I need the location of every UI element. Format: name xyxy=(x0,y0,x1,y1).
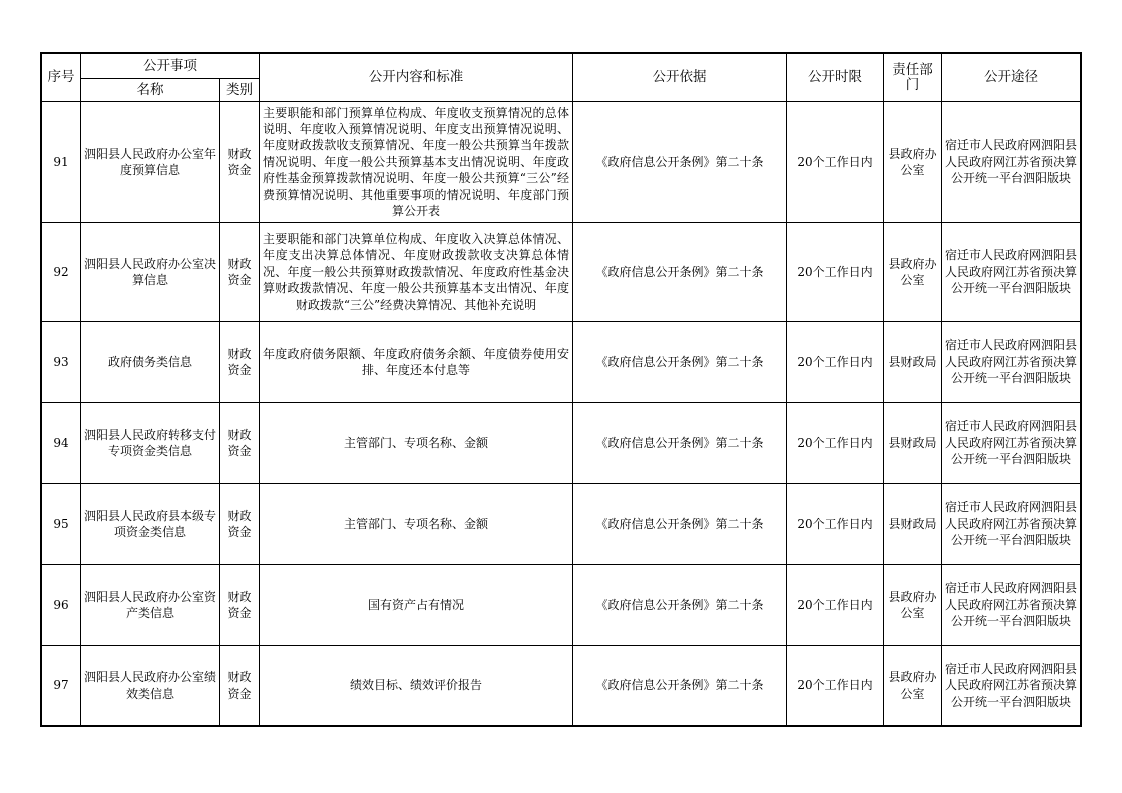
row-time-limit: 20个工作日内 xyxy=(787,102,884,223)
row-responsible: 县财政局 xyxy=(884,322,942,403)
row-responsible: 县政府办公室 xyxy=(884,565,942,646)
row-channel: 宿迁市人民政府网泗阳县人民政府网江苏省预决算公开统一平台泗阳版块 xyxy=(942,403,1081,484)
row-channel: 宿迁市人民政府网泗阳县人民政府网江苏省预决算公开统一平台泗阳版块 xyxy=(942,223,1081,322)
header-content: 公开内容和标准 xyxy=(260,54,573,102)
row-time-limit: 20个工作日内 xyxy=(787,646,884,726)
disclosure-table xyxy=(41,53,1081,726)
header-public-item: 公开事项 xyxy=(81,54,260,79)
row-name: 泗阳县人民政府办公室资产类信息 xyxy=(81,565,220,646)
row-category: 财政资金 xyxy=(220,646,260,726)
row-responsible: 县政府办公室 xyxy=(884,646,942,726)
row-name: 政府债务类信息 xyxy=(81,322,220,403)
row-category: 财政资金 xyxy=(220,223,260,322)
row-time-limit: 20个工作日内 xyxy=(787,322,884,403)
row-channel: 宿迁市人民政府网泗阳县人民政府网江苏省预决算公开统一平台泗阳版块 xyxy=(942,102,1081,223)
row-basis: 《政府信息公开条例》第二十条 xyxy=(573,484,787,565)
row-responsible: 县政府办公室 xyxy=(884,102,942,223)
row-content: 绩效目标、绩效评价报告 xyxy=(260,646,573,726)
row-index: 97 xyxy=(42,646,81,726)
row-content: 主要职能和部门决算单位构成、年度收入决算总体情况、年度支出决算总体情况、年度财政拨款收支决算总体情况、年度一般公共预算财政拨款情况、年度政府性基金决算财政拨款情况、年度一般公共预算基本支出情况、年度财政拨款“三公”经费决算情况、其他补充说明 xyxy=(260,223,573,322)
row-category: 财政资金 xyxy=(220,102,260,223)
row-basis: 《政府信息公开条例》第二十条 xyxy=(573,565,787,646)
row-basis: 《政府信息公开条例》第二十条 xyxy=(573,646,787,726)
row-name: 泗阳县人民政府办公室绩效类信息 xyxy=(81,646,220,726)
table-row xyxy=(42,403,1081,484)
row-content: 主管部门、专项名称、金额 xyxy=(260,484,573,565)
row-time-limit: 20个工作日内 xyxy=(787,565,884,646)
row-category: 财政资金 xyxy=(220,565,260,646)
row-index: 93 xyxy=(42,322,81,403)
row-content: 主要职能和部门预算单位构成、年度收支预算情况的总体说明、年度收入预算情况说明、年度支出预算情况说明、年度财政拨款收支预算情况、年度一般公共预算当年拨款情况说明、年度一般公共预算基本支出情况说明、年度政府性基金预算拨款情况说明、年度一般公共预算“三公”经费预算情况说明、其他重要事项的情况说明、年度部门预算公开表 xyxy=(260,102,573,223)
row-responsible: 县财政局 xyxy=(884,484,942,565)
row-channel: 宿迁市人民政府网泗阳县人民政府网江苏省预决算公开统一平台泗阳版块 xyxy=(942,565,1081,646)
row-index: 92 xyxy=(42,223,81,322)
header-index: 序号 xyxy=(42,54,81,102)
header-channel: 公开途径 xyxy=(942,54,1081,102)
table-row xyxy=(42,646,1081,726)
header-basis: 公开依据 xyxy=(573,54,787,102)
row-index: 91 xyxy=(42,102,81,223)
table-row xyxy=(42,565,1081,646)
row-basis: 《政府信息公开条例》第二十条 xyxy=(573,403,787,484)
table-row xyxy=(42,223,1081,322)
table-row xyxy=(42,484,1081,565)
row-name: 泗阳县人民政府转移支付专项资金类信息 xyxy=(81,403,220,484)
row-time-limit: 20个工作日内 xyxy=(787,484,884,565)
table-row xyxy=(42,322,1081,403)
row-channel: 宿迁市人民政府网泗阳县人民政府网江苏省预决算公开统一平台泗阳版块 xyxy=(942,322,1081,403)
row-responsible: 县财政局 xyxy=(884,403,942,484)
row-channel: 宿迁市人民政府网泗阳县人民政府网江苏省预决算公开统一平台泗阳版块 xyxy=(942,484,1081,565)
row-responsible: 县政府办公室 xyxy=(884,223,942,322)
table-row xyxy=(42,102,1081,223)
row-basis: 《政府信息公开条例》第二十条 xyxy=(573,223,787,322)
row-name: 泗阳县人民政府办公室年度预算信息 xyxy=(81,102,220,223)
row-content: 主管部门、专项名称、金额 xyxy=(260,403,573,484)
row-name: 泗阳县人民政府办公室决算信息 xyxy=(81,223,220,322)
header-category: 类别 xyxy=(220,79,260,102)
row-category: 财政资金 xyxy=(220,484,260,565)
row-basis: 《政府信息公开条例》第二十条 xyxy=(573,102,787,223)
row-index: 94 xyxy=(42,403,81,484)
row-category: 财政资金 xyxy=(220,403,260,484)
row-name: 泗阳县人民政府县本级专项资金类信息 xyxy=(81,484,220,565)
row-index: 96 xyxy=(42,565,81,646)
row-content: 国有资产占有情况 xyxy=(260,565,573,646)
row-time-limit: 20个工作日内 xyxy=(787,403,884,484)
row-index: 95 xyxy=(42,484,81,565)
row-category: 财政资金 xyxy=(220,322,260,403)
header-name: 名称 xyxy=(81,79,220,102)
row-channel: 宿迁市人民政府网泗阳县人民政府网江苏省预决算公开统一平台泗阳版块 xyxy=(942,646,1081,726)
row-basis: 《政府信息公开条例》第二十条 xyxy=(573,322,787,403)
row-time-limit: 20个工作日内 xyxy=(787,223,884,322)
row-content: 年度政府债务限额、年度政府债务余额、年度债券使用安排、年度还本付息等 xyxy=(260,322,573,403)
header-responsible: 责任部门 xyxy=(884,54,942,102)
header-time-limit: 公开时限 xyxy=(787,54,884,102)
